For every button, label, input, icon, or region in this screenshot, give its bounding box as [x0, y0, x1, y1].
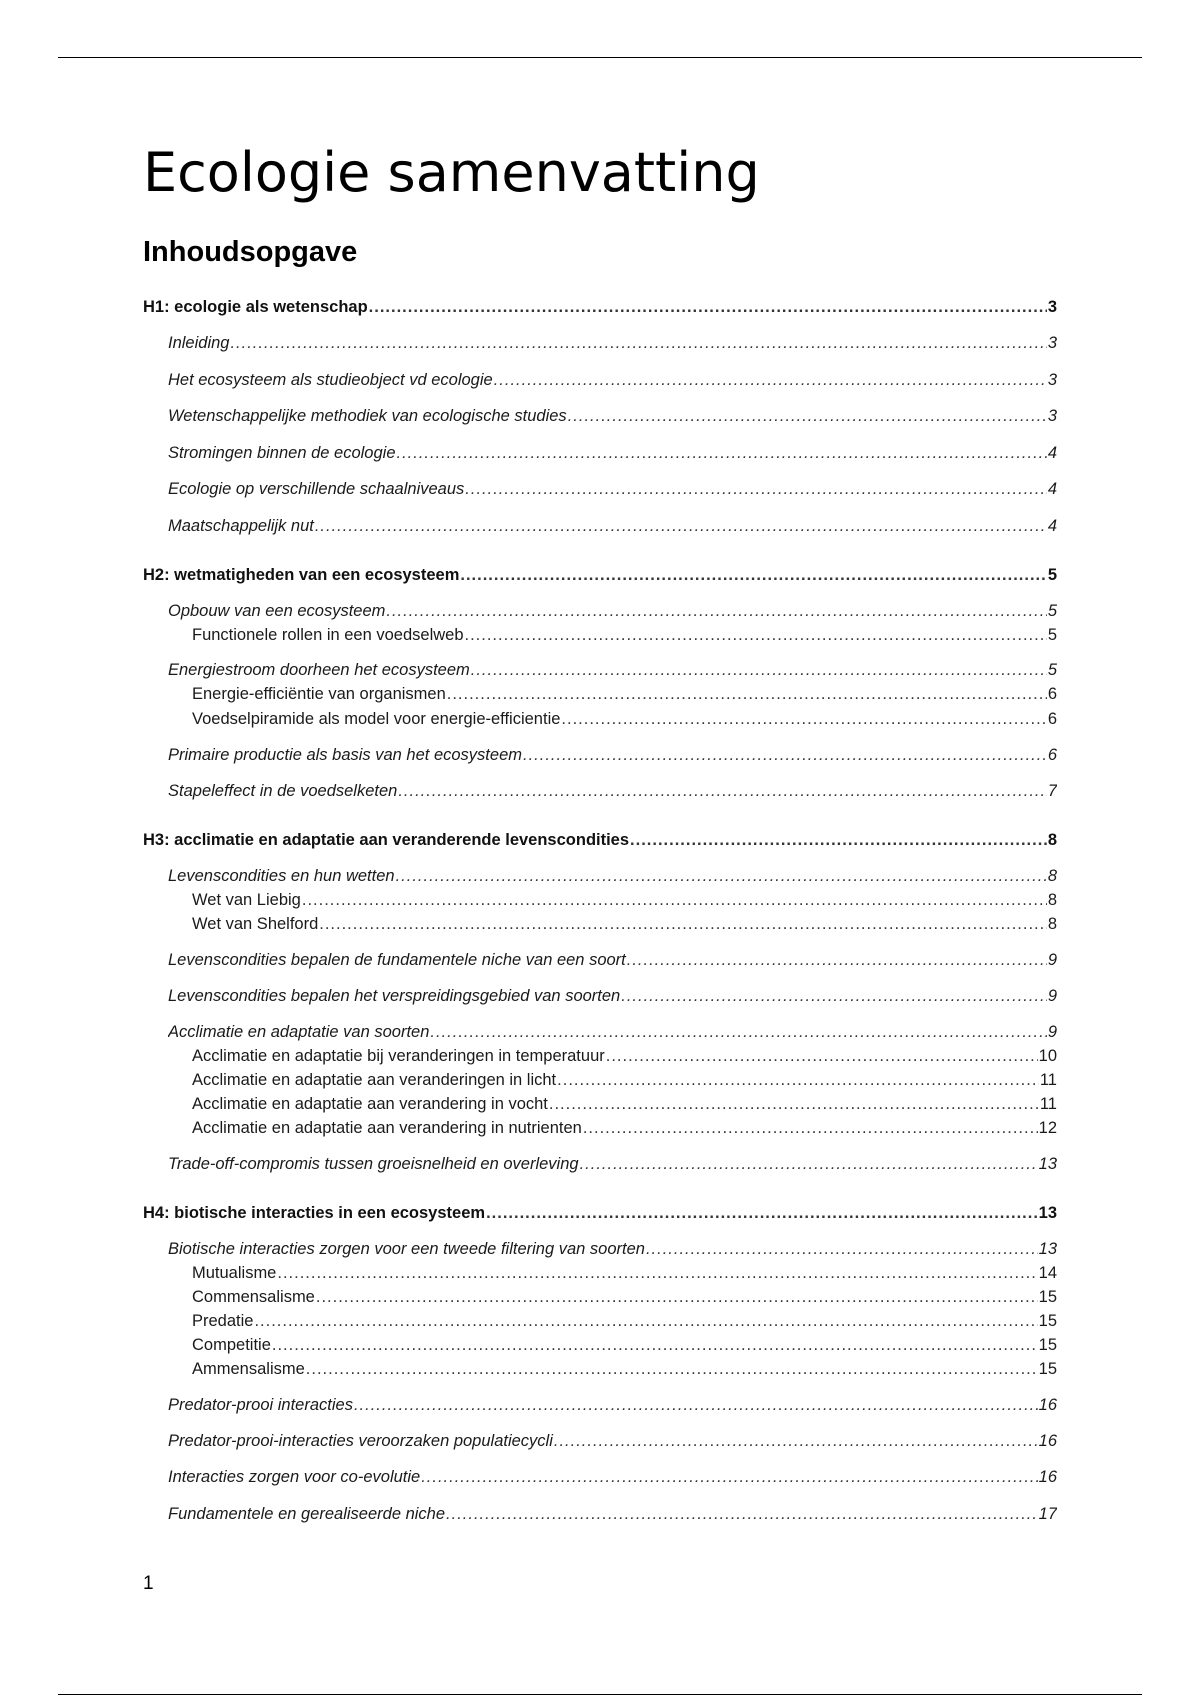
toc-section-link[interactable] — [168, 1502, 1057, 1526]
toc-dot-leader — [561, 707, 1046, 731]
toc-entry-page: 4 — [1047, 444, 1057, 462]
toc-entry-label: Fundamentele en gerealiseerde niche — [168, 1505, 446, 1523]
toc-entry-page: 8 — [1047, 891, 1057, 909]
toc-section-link[interactable] — [168, 948, 1057, 972]
toc-dot-leader — [630, 828, 1047, 852]
toc-entry-page: 8 — [1047, 831, 1057, 849]
toc-entry-page: 12 — [1038, 1119, 1057, 1137]
toc-section-link[interactable] — [192, 1068, 1057, 1092]
toc-section-link[interactable] — [192, 623, 1057, 647]
toc-entry-label: Primaire productie als basis van het ecosysteem — [168, 746, 522, 764]
toc-entry-label: Het ecosysteem als studieobject vd ecologie — [168, 371, 493, 389]
toc-entry-label: Ecologie op verschillende schaalniveaus — [168, 480, 465, 498]
toc-entry-label: Acclimatie en adaptatie aan veranderingen in licht — [192, 1071, 557, 1089]
toc-chapter-link[interactable] — [143, 1201, 1057, 1225]
toc-entry-label: Biotische interacties zorgen voor een tweede filtering van soorten — [168, 1240, 645, 1258]
toc-dot-leader — [523, 743, 1047, 767]
toc-entry-label: H2: wetmatigheden van een ecosysteem — [143, 566, 460, 584]
toc-dot-leader — [557, 1068, 1039, 1092]
toc-section-link[interactable] — [192, 707, 1057, 731]
toc-entry-page: 4 — [1047, 517, 1057, 535]
toc-entry-label: Energie-efficiëntie van organismen — [192, 685, 446, 703]
toc-dot-leader — [230, 331, 1046, 355]
toc-entry-page: 10 — [1038, 1047, 1057, 1065]
toc-entry-label: Wet van Shelford — [192, 915, 319, 933]
toc-entry-label: Stromingen binnen de ecologie — [168, 444, 396, 462]
toc-entry-page: 15 — [1038, 1360, 1057, 1378]
toc-dot-leader — [554, 1429, 1038, 1453]
toc-entry-page: 13 — [1038, 1155, 1057, 1173]
toc-entry-page: 5 — [1047, 661, 1057, 679]
toc-entry-page: 6 — [1047, 746, 1057, 764]
toc-section-link[interactable] — [192, 888, 1057, 912]
toc-chapter-link[interactable] — [143, 563, 1057, 587]
toc-entry-page: 15 — [1038, 1336, 1057, 1354]
toc-entry-label: Predatie — [192, 1312, 254, 1330]
toc-dot-leader — [319, 912, 1047, 936]
toc-entry-page: 16 — [1038, 1396, 1057, 1414]
toc-section-link[interactable] — [168, 658, 1057, 682]
toc-dot-leader — [354, 1393, 1038, 1417]
toc-entry-page: 14 — [1038, 1264, 1057, 1282]
toc-entry-label: Predator-prooi-interacties veroorzaken populatiecycli — [168, 1432, 553, 1450]
toc-dot-leader — [277, 1261, 1037, 1285]
toc-entry-page: 6 — [1047, 685, 1057, 703]
toc-section-link[interactable] — [168, 1429, 1057, 1453]
toc-entry-page: 7 — [1047, 782, 1057, 800]
toc-entry-label: Predator-prooi interacties — [168, 1396, 353, 1414]
toc-dot-leader — [460, 563, 1046, 587]
toc-entry-page: 16 — [1038, 1468, 1057, 1486]
toc-entry-page: 17 — [1038, 1505, 1057, 1523]
toc-entry-page: 11 — [1039, 1095, 1057, 1113]
toc-section-link[interactable] — [168, 1152, 1057, 1176]
toc-dot-leader — [302, 888, 1047, 912]
toc-entry-page: 6 — [1047, 710, 1057, 728]
toc-entry-page: 4 — [1047, 480, 1057, 498]
toc-entry-label: Energiestroom doorheen het ecosysteem — [168, 661, 470, 679]
toc-section-link[interactable] — [168, 779, 1057, 803]
toc-entry-label: H3: acclimatie en adaptatie aan veranderende levenscondities — [143, 831, 630, 849]
toc-entry-label: Opbouw van een ecosysteem — [168, 602, 386, 620]
toc-section-link[interactable] — [168, 331, 1057, 355]
toc-entry-page: 3 — [1047, 298, 1057, 316]
toc-entry-label: Acclimatie en adaptatie aan verandering in vocht — [192, 1095, 548, 1113]
toc-entry-page: 9 — [1047, 1023, 1057, 1041]
toc-entry-label: Maatschappelijk nut — [168, 517, 314, 535]
toc-entry-label: Trade-off-compromis tussen groeisnelheid en overleving — [168, 1155, 579, 1173]
toc-dot-leader — [446, 1502, 1038, 1526]
toc-section-link[interactable] — [168, 1393, 1057, 1417]
toc-entry-label: Mutualisme — [192, 1264, 277, 1282]
toc-heading: Inhoudsopgave — [143, 236, 358, 268]
toc-section-link[interactable] — [168, 743, 1057, 767]
toc-entry-page: 8 — [1047, 915, 1057, 933]
toc-entry-page: 3 — [1047, 334, 1057, 352]
toc-entry-label: Levenscondities en hun wetten — [168, 867, 395, 885]
toc-section-link[interactable] — [192, 912, 1057, 936]
toc-entry-page: 3 — [1047, 407, 1057, 425]
toc-chapter-link[interactable] — [143, 828, 1057, 852]
toc-entry-label: Wet van Liebig — [192, 891, 301, 909]
toc-dot-leader — [272, 1333, 1038, 1357]
toc-section-link[interactable] — [192, 1285, 1057, 1309]
toc-entry-page: 16 — [1038, 1432, 1057, 1450]
toc-entry-label: Functionele rollen in een voedselweb — [192, 626, 464, 644]
toc-entry-label: Interacties zorgen voor co-evolutie — [168, 1468, 421, 1486]
toc-section-link[interactable] — [168, 984, 1057, 1008]
toc-entry-label: Acclimatie en adaptatie bij veranderingen in temperatuur — [192, 1047, 605, 1065]
toc-entry-label: Levenscondities bepalen het verspreidingsgebied van soorten — [168, 987, 621, 1005]
toc-entry-page: 9 — [1047, 987, 1057, 1005]
toc-entry-label: Wetenschappelijke methodiek van ecologische studies — [168, 407, 567, 425]
toc-dot-leader — [494, 368, 1047, 392]
toc-dot-leader — [580, 1152, 1038, 1176]
toc-entry-label: Stapeleffect in de voedselketen — [168, 782, 398, 800]
toc-dot-leader — [627, 948, 1047, 972]
toc-chapter-link[interactable] — [143, 295, 1057, 319]
toc-entry-page: 5 — [1047, 602, 1057, 620]
toc-section-link[interactable] — [192, 682, 1057, 706]
toc-dot-leader — [447, 682, 1047, 706]
toc-entry-label: Competitie — [192, 1336, 271, 1354]
toc-entry-page: 15 — [1038, 1312, 1057, 1330]
toc-entry-page: 13 — [1038, 1240, 1057, 1258]
toc-dot-leader — [465, 623, 1047, 647]
toc-section-link[interactable] — [168, 1465, 1057, 1489]
toc-section-link[interactable] — [192, 1261, 1057, 1285]
toc-section-link[interactable] — [168, 404, 1057, 428]
toc-section-link[interactable] — [168, 599, 1057, 623]
toc-dot-leader — [254, 1309, 1037, 1333]
toc-dot-leader — [621, 984, 1047, 1008]
toc-dot-leader — [486, 1201, 1038, 1225]
toc-dot-leader — [386, 599, 1046, 623]
toc-section-link[interactable] — [192, 1116, 1057, 1140]
toc-dot-leader — [606, 1044, 1038, 1068]
toc-section-link[interactable] — [168, 514, 1057, 538]
toc-section-link[interactable] — [192, 1092, 1057, 1116]
toc-dot-leader — [568, 404, 1047, 428]
toc-dot-leader — [315, 514, 1047, 538]
toc-dot-leader — [549, 1092, 1039, 1116]
toc-entry-label: H1: ecologie als wetenschap — [143, 298, 368, 316]
toc-entry-label: Commensalisme — [192, 1288, 315, 1306]
toc-entry-page: 15 — [1038, 1288, 1057, 1306]
toc-entry-page: 5 — [1047, 626, 1057, 644]
toc-section-link[interactable] — [192, 1333, 1057, 1357]
toc-section-link[interactable] — [168, 477, 1057, 501]
toc-dot-leader — [465, 477, 1047, 501]
toc-section-link[interactable] — [168, 1237, 1057, 1261]
toc-entry-label: H4: biotische interacties in een ecosysteem — [143, 1204, 486, 1222]
toc-dot-leader — [369, 295, 1047, 319]
toc-entry-page: 3 — [1047, 371, 1057, 389]
toc-entry-page: 9 — [1047, 951, 1057, 969]
document-title: Ecologie samenvatting — [143, 141, 760, 204]
toc-entry-label: Acclimatie en adaptatie van soorten — [168, 1023, 430, 1041]
toc-dot-leader — [583, 1116, 1038, 1140]
toc-dot-leader — [471, 658, 1047, 682]
toc-entry-label: Ammensalisme — [192, 1360, 305, 1378]
toc-dot-leader — [398, 779, 1046, 803]
toc-entry-page: 5 — [1047, 566, 1057, 584]
toc-entry-label: Inleiding — [168, 334, 230, 352]
toc-entry-label: Levenscondities bepalen de fundamentele niche van een soort — [168, 951, 626, 969]
toc-dot-leader — [421, 1465, 1037, 1489]
toc-entry-page: 11 — [1039, 1071, 1057, 1089]
toc-dot-leader — [397, 441, 1047, 465]
toc-dot-leader — [646, 1237, 1038, 1261]
toc-dot-leader — [396, 864, 1047, 888]
toc-dot-leader — [306, 1357, 1038, 1381]
toc-entry-page: 8 — [1047, 867, 1057, 885]
toc-section-link[interactable] — [168, 368, 1057, 392]
toc-dot-leader — [316, 1285, 1038, 1309]
toc-section-link[interactable] — [192, 1044, 1057, 1068]
footer-rule — [58, 1694, 1142, 1695]
toc-section-link[interactable] — [168, 864, 1057, 888]
toc-section-link[interactable] — [168, 1020, 1057, 1044]
toc-entry-page: 13 — [1038, 1204, 1057, 1222]
page-number: 1 — [143, 1573, 154, 1594]
toc-section-link[interactable] — [192, 1357, 1057, 1381]
toc-dot-leader — [430, 1020, 1046, 1044]
toc-section-link[interactable] — [192, 1309, 1057, 1333]
toc-section-link[interactable] — [168, 441, 1057, 465]
toc-entry-label: Acclimatie en adaptatie aan verandering in nutrienten — [192, 1119, 582, 1137]
toc-entry-label: Voedselpiramide als model voor energie-efficientie — [192, 710, 561, 728]
